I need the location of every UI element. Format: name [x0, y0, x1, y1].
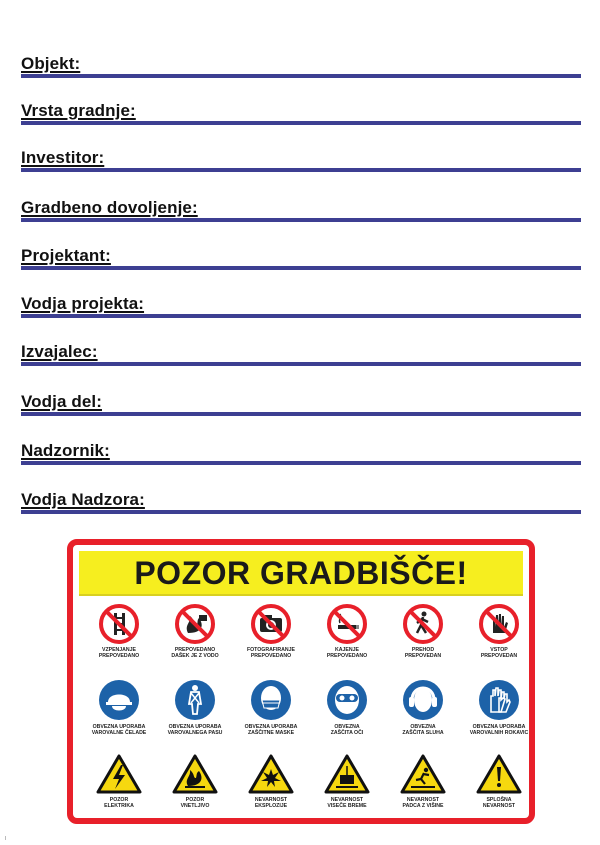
flammable-warning-icon — [171, 753, 219, 795]
sign-caption: OBVEZNA UPORABA VAROVALNIH ROKAVIC — [469, 724, 529, 736]
field-vodja-nadzora[interactable] — [21, 490, 581, 512]
field-vrsta-gradnje[interactable] — [21, 101, 581, 123]
fall-warning-icon — [399, 753, 447, 795]
field-label: Gradbeno dovoljenje: — [21, 198, 198, 217]
safety-harness-icon — [173, 678, 217, 722]
field-line — [21, 314, 581, 318]
sign-caption: OBVEZNA UPORABA VAROVALNEGA PASU — [167, 724, 223, 736]
no-photography-icon — [250, 603, 292, 645]
sign-face-mask — [233, 678, 309, 736]
construction-site-sign — [67, 539, 535, 824]
sign-caption: NEVARNOST EKSPLOZIJE — [254, 797, 288, 809]
field-objekt[interactable] — [21, 54, 581, 76]
field-vodja-projekta[interactable] — [21, 294, 581, 316]
sign-caption: OBVEZNA UPORABA ZAŠČITNE MASKE — [244, 724, 298, 736]
field-line — [21, 510, 581, 514]
sign-caption: VSTOP PREPOVEDAN — [480, 647, 518, 659]
sign-caption: PREHOD PREPOVEDAN — [404, 647, 442, 659]
sign-caption: POZOR ELEKTRIKA — [104, 797, 134, 809]
sign-caption: PREPOVEDANO DAŠEK JE Z VODO — [171, 647, 219, 659]
safety-goggles-icon — [325, 678, 369, 722]
ear-protection-icon — [401, 678, 445, 722]
sign-caption: OBVEZNA ZAŠČITA OČI — [330, 724, 364, 736]
sign-caption: OBVEZNA ZAŠČITA SLUHA — [402, 724, 444, 736]
sign-electricity — [81, 753, 157, 809]
sign-general-danger — [461, 753, 537, 809]
sign-flammable — [157, 753, 233, 809]
field-izvajalec[interactable] — [21, 342, 581, 364]
field-gradbeno-dovoljenje[interactable] — [21, 198, 581, 220]
sign-no-fire — [157, 603, 233, 659]
explosive-warning-icon — [247, 753, 295, 795]
field-projektant[interactable] — [21, 246, 581, 268]
sign-caption: SPLOŠNA NEVARNOST — [482, 797, 516, 809]
sign-no-pedestrians — [385, 603, 461, 659]
field-line — [21, 362, 581, 366]
sign-title: POZOR GRADBIŠČE! — [134, 555, 468, 591]
sign-explosive — [233, 753, 309, 809]
field-line — [21, 461, 581, 465]
no-climbing-icon — [98, 603, 140, 645]
no-pedestrians-icon — [402, 603, 444, 645]
field-label: Projektant: — [21, 246, 111, 265]
sign-caption: NEVARNOST VISEČE BREME — [327, 797, 367, 809]
no-fire-icon — [174, 603, 216, 645]
no-entry-hand-icon — [478, 603, 520, 645]
field-line — [21, 168, 581, 172]
hard-hat-icon — [97, 678, 141, 722]
field-line — [21, 266, 581, 270]
field-label: Nadzornik: — [21, 441, 110, 460]
falling-load-warning-icon — [323, 753, 371, 795]
field-label: Vodja projekta: — [21, 294, 145, 313]
sign-caption: KAJENJE PREPOVEDANO — [326, 647, 368, 659]
field-vodja-del[interactable] — [21, 392, 581, 414]
field-line — [21, 74, 581, 78]
field-label: Vodja Nadzora: — [21, 490, 145, 509]
sign-no-entry — [461, 603, 537, 659]
field-line — [21, 121, 581, 125]
field-investitor[interactable] — [21, 148, 581, 170]
field-label: Vodja del: — [21, 392, 102, 411]
sign-safety-goggles — [309, 678, 385, 736]
sign-caption: VZPENJANJE PREPOVEDANO — [98, 647, 140, 659]
sign-banner — [79, 551, 523, 596]
sign-hard-hat — [81, 678, 157, 736]
sign-falling-load — [309, 753, 385, 809]
field-line — [21, 218, 581, 222]
sign-ear-protection — [385, 678, 461, 736]
sign-caption: FOTOGRAFIRANJE PREPOVEDANO — [246, 647, 296, 659]
field-label: Vrsta gradnje: — [21, 101, 136, 120]
no-smoking-icon — [326, 603, 368, 645]
gloves-icon — [477, 678, 521, 722]
crop-mark — [5, 836, 10, 840]
sign-no-climbing — [81, 603, 157, 659]
electricity-warning-icon — [95, 753, 143, 795]
sign-caption: NEVARNOST PADCA Z VIŠINE — [402, 797, 444, 809]
field-label: Investitor: — [21, 148, 105, 167]
field-nadzornik[interactable] — [21, 441, 581, 463]
field-line — [21, 412, 581, 416]
sign-safety-harness — [157, 678, 233, 736]
sign-fall-from-height — [385, 753, 461, 809]
face-mask-icon — [249, 678, 293, 722]
sign-no-photography — [233, 603, 309, 659]
field-label: Izvajalec: — [21, 342, 98, 361]
sign-caption: OBVEZNA UPORABA VAROVALNE ČELADE — [91, 724, 147, 736]
sign-no-smoking — [309, 603, 385, 659]
sign-gloves — [461, 678, 537, 736]
general-warning-icon — [475, 753, 523, 795]
sign-caption: POZOR VNETLJIVO — [180, 797, 210, 809]
field-label: Objekt: — [21, 54, 81, 73]
